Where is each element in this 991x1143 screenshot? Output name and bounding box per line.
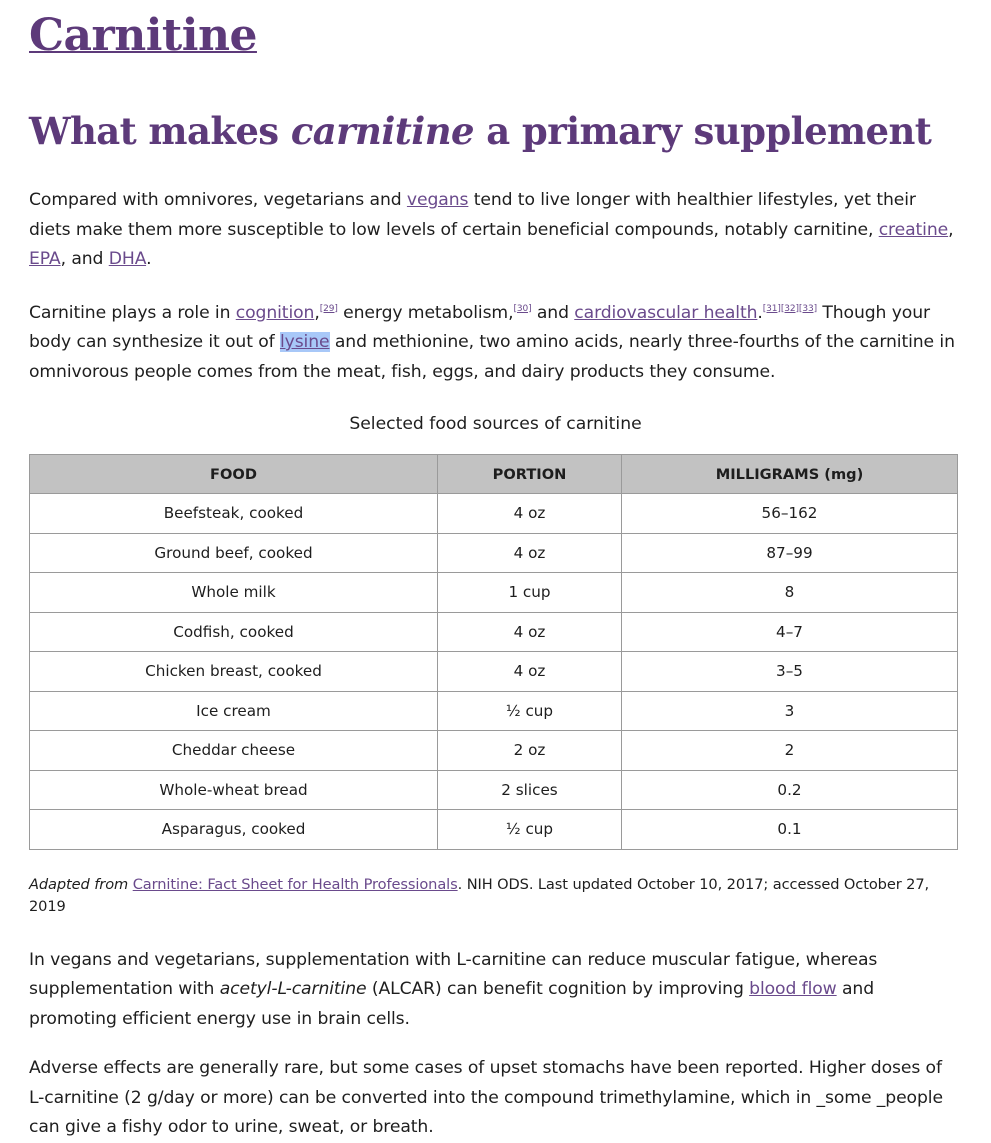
table-row xyxy=(30,691,958,731)
cell-food: Ground beef, cooked xyxy=(30,533,438,573)
cell-portion: 4 oz xyxy=(438,612,622,652)
section-heading xyxy=(29,106,962,156)
cell-portion: 4 oz xyxy=(438,533,622,573)
text: , and xyxy=(60,249,109,269)
cell-milligrams: 56–162 xyxy=(622,494,958,534)
text: In vegans and vegetarians, supplementation with L-carnitine can reduce muscular fatigue, whereas supplementation with xyxy=(29,949,878,999)
link-dha[interactable]: DHA xyxy=(108,249,147,269)
text: and xyxy=(531,302,575,323)
cell-milligrams: 3–5 xyxy=(622,652,958,692)
source-details: . NIH ODS. Last updated October 10, 2017; accessed October 27, 2019 xyxy=(29,875,930,915)
text: tend to live longer with healthier lifestyles, yet their diets make them more susceptible to low levels of certain beneficial compounds, notably carnitine, xyxy=(29,190,916,240)
cell-food: Asparagus, cooked xyxy=(30,810,438,850)
cell-portion: 2 slices xyxy=(438,770,622,810)
heading-italic: carnitine xyxy=(290,109,474,153)
table-row xyxy=(30,810,958,850)
cell-food: Codfish, cooked xyxy=(30,612,438,652)
table-row xyxy=(30,533,958,573)
table-source xyxy=(29,874,962,918)
cell-milligrams: 4–7 xyxy=(622,612,958,652)
table-body xyxy=(30,494,958,850)
link-blood-flow[interactable]: blood flow xyxy=(749,979,837,999)
link-creatine[interactable]: creatine xyxy=(878,219,949,240)
text: (ALCAR) can benefit cognition by improving xyxy=(366,979,750,999)
source-link[interactable]: Carnitine: Fact Sheet for Health Professionals xyxy=(132,875,458,893)
citation-link-30[interactable]: [30] xyxy=(513,303,532,314)
cell-milligrams: 87–99 xyxy=(622,533,958,573)
citation xyxy=(320,304,338,314)
text: , xyxy=(314,302,320,323)
citation xyxy=(513,304,531,314)
cell-portion: 1 cup xyxy=(438,573,622,613)
link-vegans[interactable]: vegans xyxy=(406,190,469,210)
cell-portion: ½ cup xyxy=(438,691,622,731)
citation-link-33[interactable]: [33] xyxy=(798,303,817,314)
paragraph-intro xyxy=(29,186,962,275)
table-row xyxy=(30,612,958,652)
cell-milligrams: 0.1 xyxy=(622,810,958,850)
text: and promoting efficient energy use in brain cells. xyxy=(29,979,875,1029)
italic-term: acetyl-L-carnitine xyxy=(219,979,367,999)
column-header-milligrams: MILLIGRAMS (mg) xyxy=(622,455,958,494)
cell-food: Whole milk xyxy=(30,573,438,613)
text: energy metabolism, xyxy=(337,302,514,323)
paragraph-adverse-effects: Adverse effects are generally rare, but some cases of upset stomachs have been reported. Higher doses of L-carnitine (2 g/day or more) can be converted into the compound trimethylamine, which in _some _people can give a fishy odor to urine, sweat, or breath. xyxy=(29,1058,943,1137)
table-row xyxy=(30,573,958,613)
cell-milligrams: 0.2 xyxy=(622,770,958,810)
column-header-portion: PORTION xyxy=(438,455,622,494)
text: Carnitine plays a role in xyxy=(29,302,236,323)
heading-text-end: a primary supplement xyxy=(473,109,932,153)
cell-milligrams: 2 xyxy=(622,731,958,771)
cell-portion: ½ cup xyxy=(438,810,622,850)
cell-portion: 4 oz xyxy=(438,652,622,692)
cell-food: Chicken breast, cooked xyxy=(30,652,438,692)
citation-link-32[interactable]: [32] xyxy=(780,303,799,314)
text: and methionine, two amino acids, nearly three-fourths of the carnitine in omnivorous people comes from the meat, fish, eggs, and dairy products they consume. xyxy=(29,332,955,382)
text: . xyxy=(757,302,763,323)
page-title xyxy=(29,0,962,64)
food-sources-table xyxy=(29,454,958,850)
table-caption: Selected food sources of carnitine xyxy=(349,414,642,434)
text: Compared with omnivores, vegetarians and xyxy=(29,190,407,210)
paragraph-supplementation xyxy=(29,946,962,1035)
citation-link-29[interactable]: [29] xyxy=(319,303,338,314)
table-row xyxy=(30,494,958,534)
cell-milligrams: 8 xyxy=(622,573,958,613)
cell-milligrams: 3 xyxy=(622,691,958,731)
column-header-food: FOOD xyxy=(30,455,438,494)
cell-food: Whole-wheat bread xyxy=(30,770,438,810)
cell-food: Beefsteak, cooked xyxy=(30,494,438,534)
heading-text-start: What makes xyxy=(29,109,291,153)
citation-link-31[interactable]: [31] xyxy=(762,303,781,314)
text: Though your body can synthesize it out of xyxy=(29,302,930,352)
link-cardiovascular-health[interactable]: cardiovascular health xyxy=(574,302,758,323)
cell-food: Ice cream xyxy=(30,691,438,731)
title-link[interactable]: Carnitine xyxy=(29,10,257,61)
table-row xyxy=(30,770,958,810)
table-header-row xyxy=(30,455,958,494)
paragraph-role xyxy=(29,299,962,388)
source-prefix: Adapted from xyxy=(29,875,129,893)
cell-food: Cheddar cheese xyxy=(30,731,438,771)
text: , xyxy=(948,219,954,240)
table-row xyxy=(30,652,958,692)
table-row xyxy=(30,731,958,771)
link-cognition[interactable]: cognition xyxy=(235,302,315,323)
link-lysine[interactable]: lysine xyxy=(279,332,330,352)
citation xyxy=(763,304,817,314)
cell-portion: 4 oz xyxy=(438,494,622,534)
cell-portion: 2 oz xyxy=(438,731,622,771)
text: . xyxy=(146,249,152,269)
link-epa[interactable]: EPA xyxy=(29,249,61,269)
